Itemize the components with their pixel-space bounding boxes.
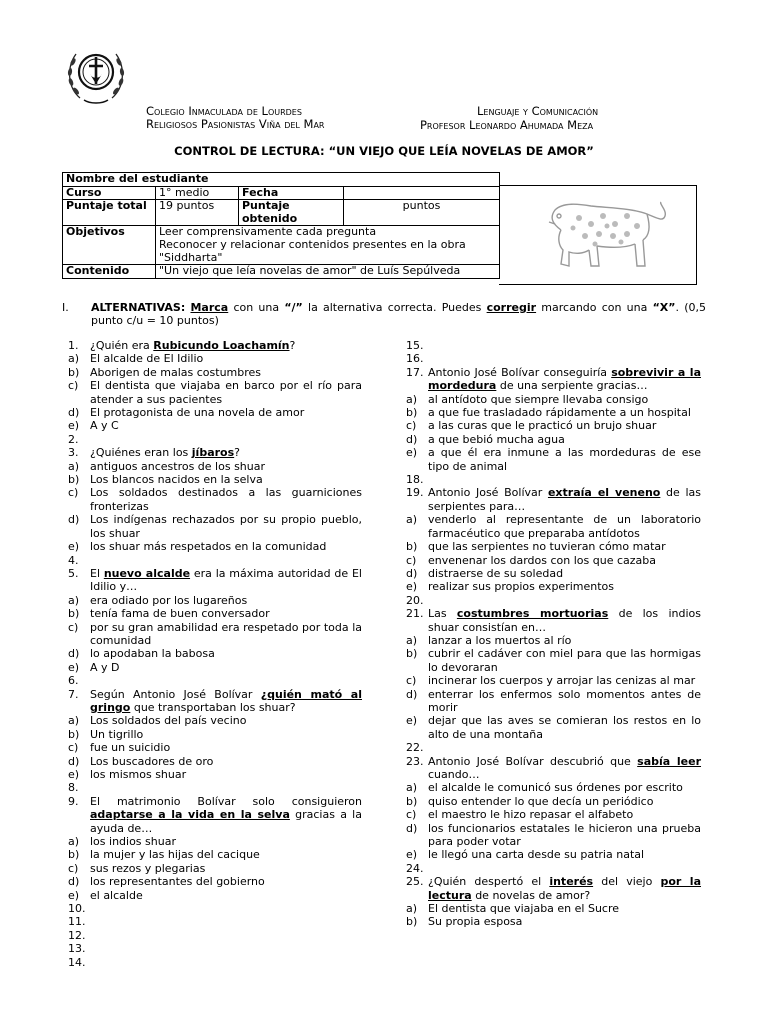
question-text [428,875,701,902]
answer-option[interactable] [68,848,362,861]
answer-option[interactable] [406,433,701,446]
option-letter: b) [406,647,418,661]
question-17 [406,366,701,473]
question-number: 5. [68,566,79,580]
question-text-part: ¿Quién era [90,339,154,352]
option-letter: e) [406,446,418,460]
question-text-part: de una serpiente gracias… [496,379,648,393]
answer-option[interactable] [68,768,362,781]
question-9 [68,795,362,902]
option-text: Los soldados destinados a las guarniciones fronterizas [90,486,362,513]
question-text [428,755,701,782]
option-letter: b) [68,727,80,741]
option-letter: e) [406,714,418,728]
answer-option[interactable] [406,393,701,406]
option-text: por su gran amabilidad era respetado por toda la comunidad [90,620,362,647]
questions-left-column [68,339,362,969]
answer-option[interactable] [406,446,701,473]
option-text: a que bebió mucha agua [428,432,565,446]
question-text-part: del viejo [593,875,661,889]
question-number: 18. [406,473,424,487]
contenido-value: "Un viejo que leía novelas de amor" de Luís Sepúlveda [156,265,500,279]
option-letter: d) [406,566,418,580]
question-text-part: Antonio José Bolívar conseguiría [428,365,612,379]
option-letter: e) [68,888,80,902]
curso-label: Curso [63,186,156,200]
option-letter: c) [68,379,79,393]
option-text: era odiado por los lugareños [90,593,248,607]
option-text: A y D [90,660,120,674]
answer-options [406,513,701,593]
question-keyword: jíbaros [191,446,235,460]
answer-options [68,714,362,781]
question-6 [68,674,362,687]
question-number: 13. [68,942,86,956]
answer-options [406,634,701,741]
option-letter: d) [68,513,80,527]
question-10 [68,902,362,915]
option-letter: e) [68,768,80,781]
answer-option[interactable] [68,486,362,513]
answer-option[interactable] [68,540,362,553]
answer-option[interactable] [406,419,701,432]
option-letter: a) [68,352,80,366]
option-letter: c) [68,741,79,755]
option-letter: a) [68,714,80,728]
question-text-part: Las [428,607,457,621]
question-number: 3. [68,446,79,460]
subject-name: Lenguaje y Comunicación [477,104,599,118]
question-keyword: costumbres mortuorias [456,607,609,621]
question-number: 16. [406,352,424,366]
question-number: 20. [406,593,424,607]
option-text: sus rezos y plegarias [90,861,206,875]
option-text: la mujer y las hijas del cacique [90,848,260,862]
option-text: cubrir el cadáver con miel para que las hormigas lo devoraran [428,647,701,674]
question-number: 19. [406,486,424,500]
option-text: antiguos ancestros de los shuar [90,459,266,473]
objetivo-2: Reconocer y relacionar contenidos presentes en la obra "Siddharta" [159,237,466,264]
option-letter: c) [68,620,79,634]
answer-option[interactable] [406,808,701,821]
question-text-part: de los indios shuar consistían en… [428,607,701,634]
option-letter: e) [406,580,418,594]
curso-value: 1° medio [156,186,239,200]
question-keyword: sabía leer [637,754,702,768]
question-1 [68,339,362,433]
option-text: envenenar los dardos con los que cazaba [428,553,656,567]
option-letter: c) [406,419,417,433]
option-text: Los soldados del país vecino [90,714,247,728]
option-letter: e) [68,540,80,554]
answer-options [68,835,362,902]
answer-options [68,460,362,554]
option-text: El alcalde de El Idilio [90,352,204,366]
question-text [90,795,362,835]
option-text: tenía fama de buen conversador [90,607,270,621]
answer-option[interactable] [406,554,701,567]
question-number: 17. [406,365,424,379]
contenido-label: Contenido [63,265,156,279]
option-text: quiso entender lo que decía un periódico [428,794,654,808]
option-letter: d) [406,821,418,835]
answer-option[interactable] [68,607,362,620]
jaguar-illustration-box [499,185,697,285]
question-text-part: gracias a la ayuda de… [90,808,362,835]
option-letter: e) [68,419,80,433]
answer-options [406,393,701,473]
answer-option[interactable] [68,755,362,768]
instr-word-marca: Marca [190,301,229,314]
question-text [90,446,362,459]
answer-option[interactable] [68,889,362,902]
answer-option[interactable] [68,419,362,432]
answer-option[interactable] [406,822,701,849]
question-text [428,607,701,634]
answer-option[interactable] [406,567,701,580]
puntaje-obtenido-value: puntos [344,200,500,226]
puntaje-total-label: Puntaje total [63,200,156,226]
option-text: El protagonista de una novela de amor [90,406,305,420]
option-letter: b) [68,848,80,862]
page-title: CONTROL DE LECTURA: “UN VIEJO QUE LEÍA NOVELAS DE AMOR” [174,144,594,158]
question-number: 2. [68,432,79,446]
option-letter: b) [406,540,418,554]
question-number: 21. [406,607,424,621]
instr-text: . (0,5 punto c/u = 10 puntos) [91,301,707,328]
option-letter: e) [68,660,80,674]
question-text-part: de las serpientes para… [428,486,701,513]
question-number: 7. [68,687,79,701]
question-12 [68,929,362,942]
question-number: 6. [68,674,79,688]
answer-option[interactable] [68,366,362,379]
answer-option[interactable] [406,513,701,540]
answer-option[interactable] [406,540,701,553]
puntaje-obtenido-label: Puntaje obtenido [239,200,344,226]
question-number: 15. [406,339,424,352]
option-letter: a) [406,392,418,406]
question-18 [406,473,701,486]
question-text-part: Antonio José Bolívar [428,486,548,500]
option-text: lanzar a los muertos al río [428,633,572,647]
answer-option[interactable] [68,875,362,888]
option-text: Los blancos nacidos en la selva [90,473,263,487]
option-text: al antídoto que siempre llevaba consigo [428,392,649,406]
instr-mark-x: “X” [652,301,676,314]
option-letter: a) [68,835,80,849]
puntaje-total-value: 19 puntos [156,200,239,226]
instr-text: con una [228,301,285,314]
option-letter: c) [406,674,417,688]
option-text: el alcalde [90,888,143,902]
nombre-label: Nombre del estudiante [63,173,500,187]
answer-option[interactable] [406,848,701,861]
answer-option[interactable] [406,406,701,419]
answer-option[interactable] [406,688,701,715]
course-info [420,105,660,132]
option-text: lo apodaban la babosa [90,647,215,661]
question-25 [406,875,701,929]
question-text [90,688,362,715]
answer-options [406,902,701,929]
question-22 [406,741,701,754]
question-keyword: sobrevivir a la mordedura [428,365,701,393]
question-14 [68,956,362,969]
question-number: 24. [406,861,424,875]
question-number: 23. [406,754,424,768]
objetivo-1: Leer comprensivamente cada pregunta [159,225,377,239]
option-letter: d) [406,687,418,701]
question-16 [406,352,701,365]
option-text: el maestro le hizo repasar el alfabeto [428,808,634,822]
question-keyword: nuevo alcalde [103,566,191,580]
question-number: 25. [406,875,424,889]
question-number: 1. [68,339,79,352]
question-11 [68,915,362,928]
answer-option[interactable] [68,621,362,648]
question-text-part: que transportaban los shuar? [130,700,296,714]
question-text [428,366,701,393]
question-text-part: Antonio José Bolívar descubrió que [428,754,638,768]
answer-options [68,594,362,674]
school-line-1: Colegio Inmaculada de Lourdes [146,104,302,118]
instr-text: marcando con una [536,301,653,314]
question-21 [406,607,701,741]
question-text-part: ? [289,339,296,352]
question-number: 10. [68,902,86,916]
question-text-part: de novelas de amor? [471,888,591,902]
question-text-part: ¿Quiénes eran los [90,446,192,460]
question-number: 12. [68,928,86,942]
option-letter: a) [68,459,80,473]
answer-option[interactable] [406,580,701,593]
option-letter: a) [406,902,418,916]
option-text: El dentista que viajaba en barco por el río para atender a sus pacientes [90,379,362,406]
objetivos-label: Objetivos [63,226,156,265]
instr-word-corregir: corregir [486,301,537,314]
question-2 [68,433,362,446]
answer-option[interactable] [406,714,701,741]
option-letter: d) [68,875,80,889]
option-text: que las serpientes no tuvieran cómo matar [428,540,666,554]
option-letter: b) [406,794,418,808]
option-text: le llegó una carta desde su patria natal [428,848,645,862]
option-text: a las curas que le practicó un brujo shuar [428,419,657,433]
option-text: fue un suicidio [90,741,171,755]
question-keyword: interés [549,875,594,889]
option-text: Su propia esposa [428,915,523,929]
question-text-part: Según Antonio José Bolívar [90,687,261,701]
question-number: 9. [68,794,79,808]
objetivos-value [156,226,500,265]
question-keyword: Rubicundo Loachamín [153,339,290,352]
option-letter: c) [68,486,79,500]
option-text: los indios shuar [90,835,176,849]
option-text: a que fue trasladado rápidamente a un hospital [428,406,691,420]
school-seal-logo [64,44,128,106]
answer-option[interactable] [68,352,362,365]
question-keyword: ¿quién mató al gringo [90,687,363,714]
option-text: los representantes del gobierno [90,875,265,889]
answer-option[interactable] [68,406,362,419]
jaguar-icon [539,194,669,274]
question-text-part: ¿Quién despertó el [428,875,550,889]
question-20 [406,594,701,607]
option-text: Aborigen de malas costumbres [90,365,262,379]
question-text-part: El matrimonio Bolívar solo consiguieron [90,794,362,808]
option-letter: d) [68,647,80,661]
question-4 [68,554,362,567]
instr-text: la alternativa correcta. Puedes [302,301,487,314]
question-text [428,486,701,513]
option-text: Los indígenas rechazados por su propio pueblo, los shuar [90,513,362,540]
question-text [90,339,362,352]
answer-option[interactable] [68,741,362,754]
option-text: El dentista que viajaba en el Sucre [428,902,620,916]
answer-option[interactable] [68,728,362,741]
question-8 [68,781,362,794]
question-number: 4. [68,553,79,567]
answer-option[interactable] [68,379,362,406]
answer-option[interactable] [406,915,701,928]
question-keyword: extraía el veneno [547,486,661,500]
instr-mark-slash: “/” [284,301,303,314]
option-text: venderlo al representante de un laboratorio farmacéutico que preparaba antídotos [428,513,701,540]
option-letter: d) [68,754,80,768]
option-text: a que él era inmune a las mordeduras de ese tipo de animal [428,446,701,473]
question-number: 11. [68,915,86,929]
answer-option[interactable] [68,661,362,674]
option-letter: b) [68,473,80,487]
option-letter: b) [406,406,418,420]
questions-right-column [406,339,701,929]
option-letter: a) [406,781,418,795]
option-letter: c) [406,553,417,567]
question-7 [68,688,362,782]
question-text-part: cuando… [428,768,480,781]
question-24 [406,862,701,875]
answer-option[interactable] [68,460,362,473]
question-15 [406,339,701,352]
option-letter: a) [68,593,80,607]
section-roman-numeral: I. [62,301,69,314]
question-number: 8. [68,781,79,795]
question-keyword: por la lectura [428,875,701,902]
answer-option[interactable] [406,674,701,687]
option-letter: c) [68,861,79,875]
section-instructions [62,301,706,328]
answer-option[interactable] [406,781,701,794]
question-5 [68,567,362,674]
question-13 [68,942,362,955]
answer-option[interactable] [68,714,362,727]
option-text: los shuar más respetados en la comunidad [90,540,327,554]
option-text: dejar que las aves se comieran los restos en lo alto de una montaña [428,714,701,741]
option-text: Un tigrillo [90,727,144,741]
option-text: el alcalde le comunicó sus órdenes por escrito [428,781,683,795]
answer-option[interactable] [68,473,362,486]
answer-option[interactable] [406,634,701,647]
student-info-table [62,172,500,279]
answer-options [406,781,701,861]
option-letter: b) [68,607,80,621]
option-letter: b) [68,365,80,379]
question-19 [406,486,701,593]
answer-option[interactable] [406,795,701,808]
option-text: incinerar los cuerpos y arrojar las cenizas al mar [428,674,696,688]
option-text: distraerse de su soledad [428,566,564,580]
answer-option[interactable] [68,862,362,875]
question-number: 22. [406,741,424,755]
option-letter: c) [406,808,417,822]
option-text: los funcionarios estatales le hicieron una prueba para poder votar [428,821,701,849]
option-text: enterrar los enfermos solo momentos antes de morir [428,687,701,714]
question-text-part: ? [234,446,240,460]
question-keyword: adaptarse a la vida en la selva [90,808,290,822]
answer-option[interactable] [406,902,701,915]
question-text-part: era la máxima autoridad de El Idilio y… [90,566,362,594]
option-letter: b) [406,915,418,929]
question-23 [406,755,701,862]
option-letter: d) [406,432,418,446]
option-letter: e) [406,848,418,862]
school-name [146,105,346,130]
option-letter: d) [68,406,80,420]
question-text [90,567,362,594]
option-text: realizar sus propios experimentos [428,580,614,594]
answer-option[interactable] [406,647,701,674]
answer-option[interactable] [68,513,362,540]
option-text: A y C [90,419,119,433]
option-text: los mismos shuar [90,768,187,781]
answer-options [68,352,362,432]
answer-option[interactable] [68,594,362,607]
fecha-field[interactable] [344,186,500,200]
option-text: Los buscadores de oro [90,754,214,768]
answer-option[interactable] [68,835,362,848]
question-text-part: El [90,566,104,580]
answer-option[interactable] [68,647,362,660]
section-heading: ALTERNATIVAS: [91,301,186,314]
question-number: 14. [68,955,86,969]
option-letter: a) [406,513,418,527]
teacher-name: Profesor Leonardo Ahumada Meza [420,117,594,132]
option-letter: a) [406,633,418,647]
fecha-label: Fecha [239,186,344,200]
question-3 [68,446,362,553]
school-line-2: Religiosos Pasionistas Viña del Mar [146,116,325,131]
